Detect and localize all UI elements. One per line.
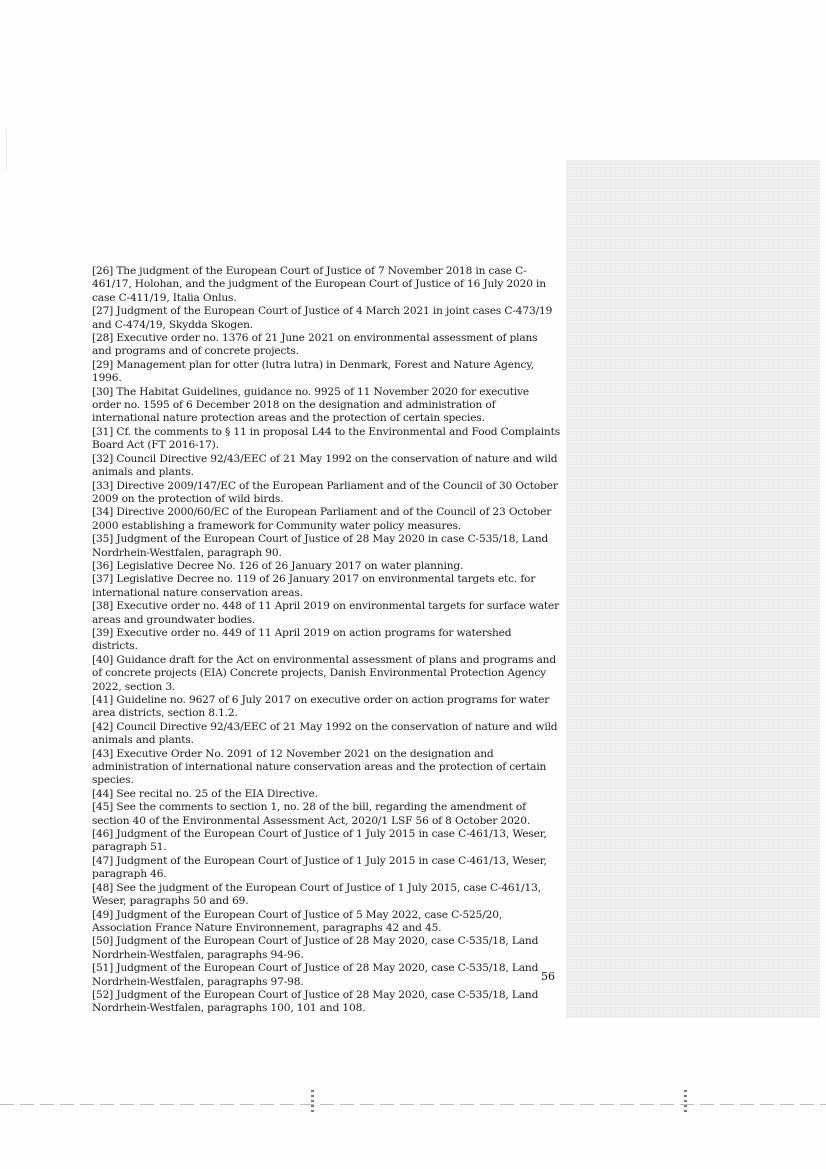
footnote-39: [39] Executive order no. 449 of 11 April 2019 on action programs for watershed districts. bbox=[92, 626, 512, 653]
footnote-42: [42] Council Directive 92/43/EEC of 21 May 1992 on the conservation of nature and wild animals and plants. bbox=[92, 720, 558, 747]
footnote-34: [34] Directive 2000/60/EC of the European Parliament and of the Council of 23 October 2000 establishing a framework for Community water policy measures. bbox=[92, 506, 552, 532]
scan-shadow-panel bbox=[566, 160, 820, 1018]
page-number: 56 bbox=[541, 970, 555, 983]
footnote-30: [30] The Habitat Guidelines, guidance no. 9925 of 11 November 2020 for executive order no. 1595 of 6 December 2018 on the designation and administration of international nature protection areas and the protection of certain species. bbox=[92, 385, 530, 425]
footnote-41: [41] Guideline no. 9627 of 6 July 2017 on executive order on action programs for water area districts, section 8.1.2. bbox=[92, 694, 550, 720]
footnote-list bbox=[92, 265, 560, 1016]
footnote-38: [38] Executive order no. 448 of 11 April 2019 on environmental targets for surface water areas and groundwater bodies. bbox=[92, 600, 560, 626]
footnote-44: [44] See recital no. 25 of the EIA Directive. bbox=[92, 787, 318, 800]
footnote-33: [33] Directive 2009/147/EC of the European Parliament and of the Council of 30 October 2009 on the protection of wild birds. bbox=[92, 479, 558, 505]
footnote-46: [46] Judgment of the European Court of Justice of 1 July 2015 in case C-461/13, Weser, paragraph 51. bbox=[92, 828, 547, 854]
footnote-51: [51] Judgment of the European Court of Justice of 28 May 2020, case C-535/18, Land Nordrhein-Westfalen, paragraphs 97-98. bbox=[92, 962, 539, 988]
footnote-31: [31] Cf. the comments to § 11 in proposal L44 to the Environmental and Food Complaints Board Act (FT 2016-17). bbox=[92, 425, 560, 452]
footnote-48: [48] See the judgment of the European Court of Justice of 1 July 2015, case C-461/13, Weser, paragraphs 50 and 69. bbox=[92, 881, 541, 908]
footnote-43: [43] Executive Order No. 2091 of 12 November 2021 on the designation and administration of international nature conservation areas and the protection of certain species. bbox=[92, 747, 547, 787]
footnote-32: [32] Council Directive 92/43/EEC of 21 May 1992 on the conservation of nature and wild animals and plants. bbox=[92, 452, 558, 479]
footnote-27: [27] Judgment of the European Court of Justice of 4 March 2021 in joint cases C-473/19 and C-474/19, Skydda Skogen. bbox=[92, 305, 553, 331]
scan-edge-artifact bbox=[6, 130, 7, 170]
footnote-28: [28] Executive order no. 1376 of 21 June 2021 on environmental assessment of plans and programs and of concrete projects. bbox=[92, 332, 538, 358]
footnote-37: [37] Legislative Decree no. 119 of 26 January 2017 on environmental targets etc. for international nature conservation areas. bbox=[92, 573, 536, 599]
footnote-49: [49] Judgment of the European Court of Justice of 5 May 2022, case C-525/20, Association France Nature Environnement, paragraphs 42 and 45. bbox=[92, 908, 503, 934]
footnote-29: [29] Management plan for otter (lutra lutra) in Denmark, Forest and Nature Agency, 1996. bbox=[92, 358, 534, 385]
footnote-50: [50] Judgment of the European Court of Justice of 28 May 2020, case C-535/18, Land Nordrhein-Westfalen, paragraphs 94-96. bbox=[92, 935, 539, 961]
scan-mark-right bbox=[684, 1090, 687, 1112]
footnote-52: [52] Judgment of the European Court of Justice of 28 May 2020, case C-535/18, Land Nordrhein-Westfalen, paragraphs 100, 101 and 108. bbox=[92, 988, 539, 1015]
scan-mark-left bbox=[311, 1090, 314, 1112]
footnote-26: [26] The judgment of the European Court of Justice of 7 November 2018 in case C-461/17, Holohan, and the judgment of the European Court of Justice of 16 July 2020 in case C-411/19, Italia Onlus. bbox=[92, 265, 546, 304]
footnote-47: [47] Judgment of the European Court of Justice of 1 July 2015 in case C-461/13, Weser, paragraph 46. bbox=[92, 854, 547, 881]
footnote-36: [36] Legislative Decree No. 126 of 26 January 2017 on water planning. bbox=[92, 559, 464, 572]
footnote-45: [45] See the comments to section 1, no. 28 of the bill, regarding the amendment of section 40 of the Environmental Assessment Act, 2020/1 LSF 56 of 8 October 2020. bbox=[92, 801, 531, 827]
scan-bottom-line bbox=[0, 1104, 826, 1105]
footnote-35: [35] Judgment of the European Court of Justice of 28 May 2020 in case C-535/18, Land Nordrhein-Westfalen, paragraph 90. bbox=[92, 533, 549, 559]
footnote-40: [40] Guidance draft for the Act on environmental assessment of plans and programs and of concrete projects (EIA) Concrete projects, Danish Environmental Protection Agency 2022, section 3. bbox=[92, 653, 556, 693]
